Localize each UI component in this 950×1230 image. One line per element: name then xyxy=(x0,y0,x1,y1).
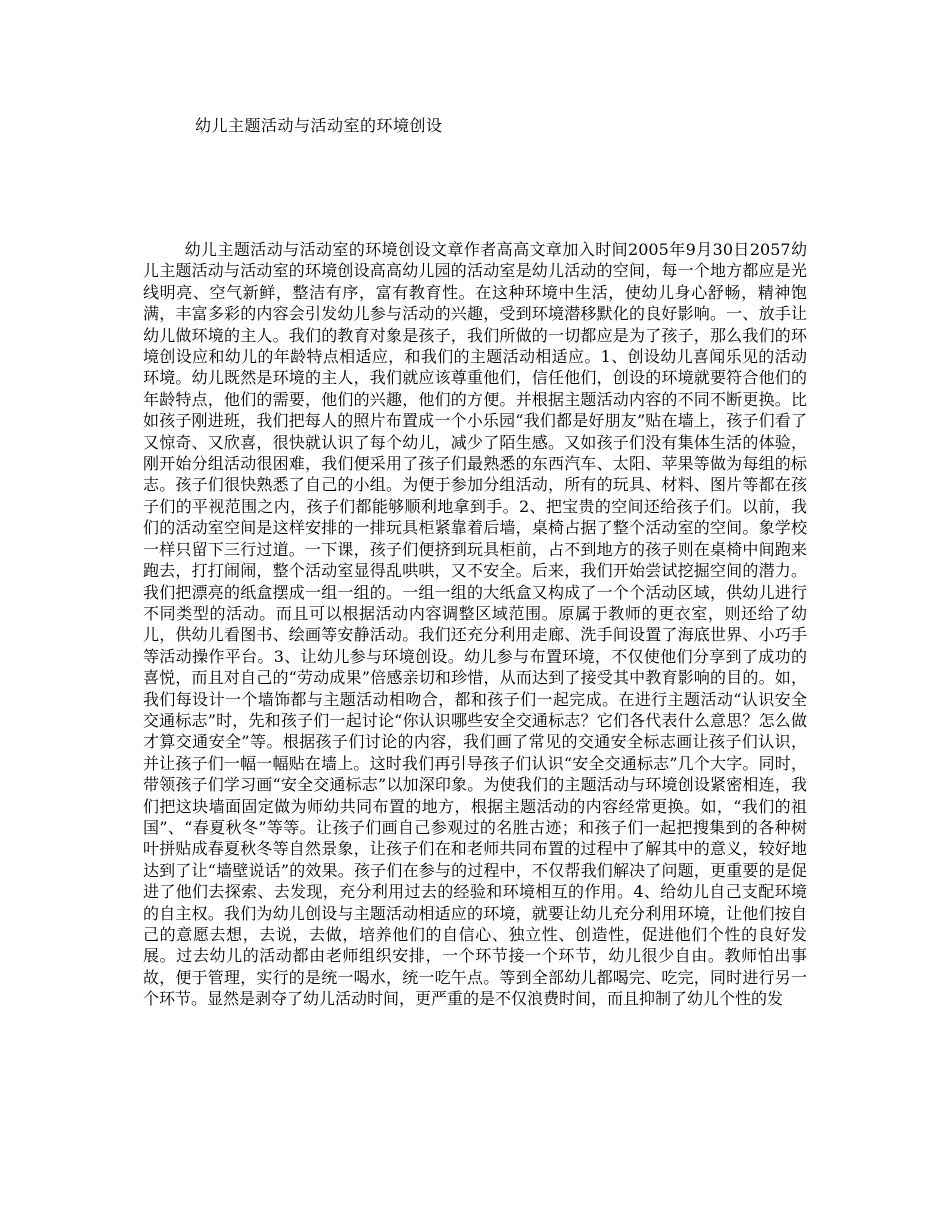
document-title: 幼儿主题活动与活动室的环境创设 xyxy=(195,116,443,135)
document-body-paragraph: 幼儿主题活动与活动室的环境创设文章作者高高文章加入时间2005年9月30日2057幼儿主题活动与活动室的环境创设高高幼儿园的活动室是幼儿活动的空间，每一个地方都应是光线明亮、空气新鲜，整洁有序，富有教育性。在这种环境中生活，使幼儿身心舒畅，精神饱满，丰富多彩的内容会引发幼儿参与活动的兴趣，受到环境潜移默化的良好影响。一、放手让幼儿做环境的主人。我们的教育对象是孩子，我们所做的一切都应是为了孩子，那么我们的环境创设应和幼儿的年龄特点相适应，和我们的主题活动相适应。1、创设幼儿喜闻乐见的活动环境。幼儿既然是环境的主人，我们就应该尊重他们，信任他们，创设的环境就要符合他们的年龄特点，他们的需要，他们的兴趣，他们的方便。并根据主题活动内容的不同不断更换。比如孩子刚进班，我们把每人的照片布置成一个小乐园“我们都是好朋友”贴在墙上，孩子们看了又惊奇、又欣喜，很快就认识了每个幼儿，减少了陌生感。又如孩子们没有集体生活的体验，刚开始分组活动很困难，我们便采用了孩子们最熟悉的东西汽车、太阳、苹果等做为每组的标志。孩子们很快熟悉了自己的小组。为便于参加分组活动，所有的玩具、材料、图片等都在孩子们的平视范围之内，孩子们都能够顺利地拿到手。2、把宝贵的空间还给孩子们。以前，我们的活动室空间是这样安排的一排玩具柜紧靠着后墙，桌椅占据了整个活动室的空间。象学校一样只留下三行过道。一下课，孩子们便挤到玩具柜前，占不到地方的孩子则在桌椅中间跑来跑去，打打闹闹，整个活动室显得乱哄哄，又不安全。后来，我们开始尝试挖掘空间的潜力。我们把漂亮的纸盒摆成一组一组的。一组一组的大纸盒又构成了一个个活动区域，供幼儿进行不同类型的活动。而且可以根据活动内容调整区域范围。原属于教师的更衣室，则还给了幼儿，供幼儿看图书、绘画等安静活动。我们还充分利用走廊、洗手间设置了海底世界、小巧手等活动操作平台。3、让幼儿参与环境创设。幼儿参与布置环境，不仅使他们分享到了成功的喜悦，而且对自己的“劳动成果”倍感亲切和珍惜，从而达到了接受其中教育影响的目的。如，我们每设计一个墙饰都与主题活动相吻合，都和孩子们一起完成。在进行主题活动“认识安全交通标志”时，先和孩子们一起讨论“你认识哪些安全交通标志？它们各代表什么意思？怎么做才算交通安全”等。根据孩子们讨论的内容，我们画了常见的交通安全标志画让孩子们认识，并让孩子们一幅一幅贴在墙上。这时我们再引导孩子们认识“安全交通标志”几个大字。同时，带领孩子们学习画“安全交通标志”以加深印象。为使我们的主题活动与环境创设紧密相连，我们把这块墙面固定做为师幼共同布置的地方，根据主题活动的内容经常更换。如，“我们的祖国”、“春夏秋冬”等等。让孩子们画自己参观过的名胜古迹；和孩子们一起把搜集到的各种树叶拼贴成春夏秋冬等自然景象，让孩子们在和老师共同布置的过程中了解其中的意义，较好地达到了让“墙壁说话”的效果。孩子们在参与的过程中，不仅帮我们解决了问题，更重要的是促进了他们去探索、去发现，充分利用过去的经验和环境相互的作用。4、给幼儿自己支配环境的自主权。我们为幼儿创设与主题活动相适应的环境，就要让幼儿充分利用环境，让他们按自己的意愿去想，去说，去做，培养他们的自信心、独立性、创造性，促进他们个性的良好发展。过去幼儿的活动都由老师组织安排，一个环节接一个环节，幼儿很少自由。教师怕出事故，便于管理，实行的是统一喝水，统一吃午点。等到全部幼儿都喝完、吃完，同时进行另一个环节。显然是剥夺了幼儿活动时间，更严重的是不仅浪费时间，而且抑制了幼儿个性的发 xyxy=(143,240,807,1009)
